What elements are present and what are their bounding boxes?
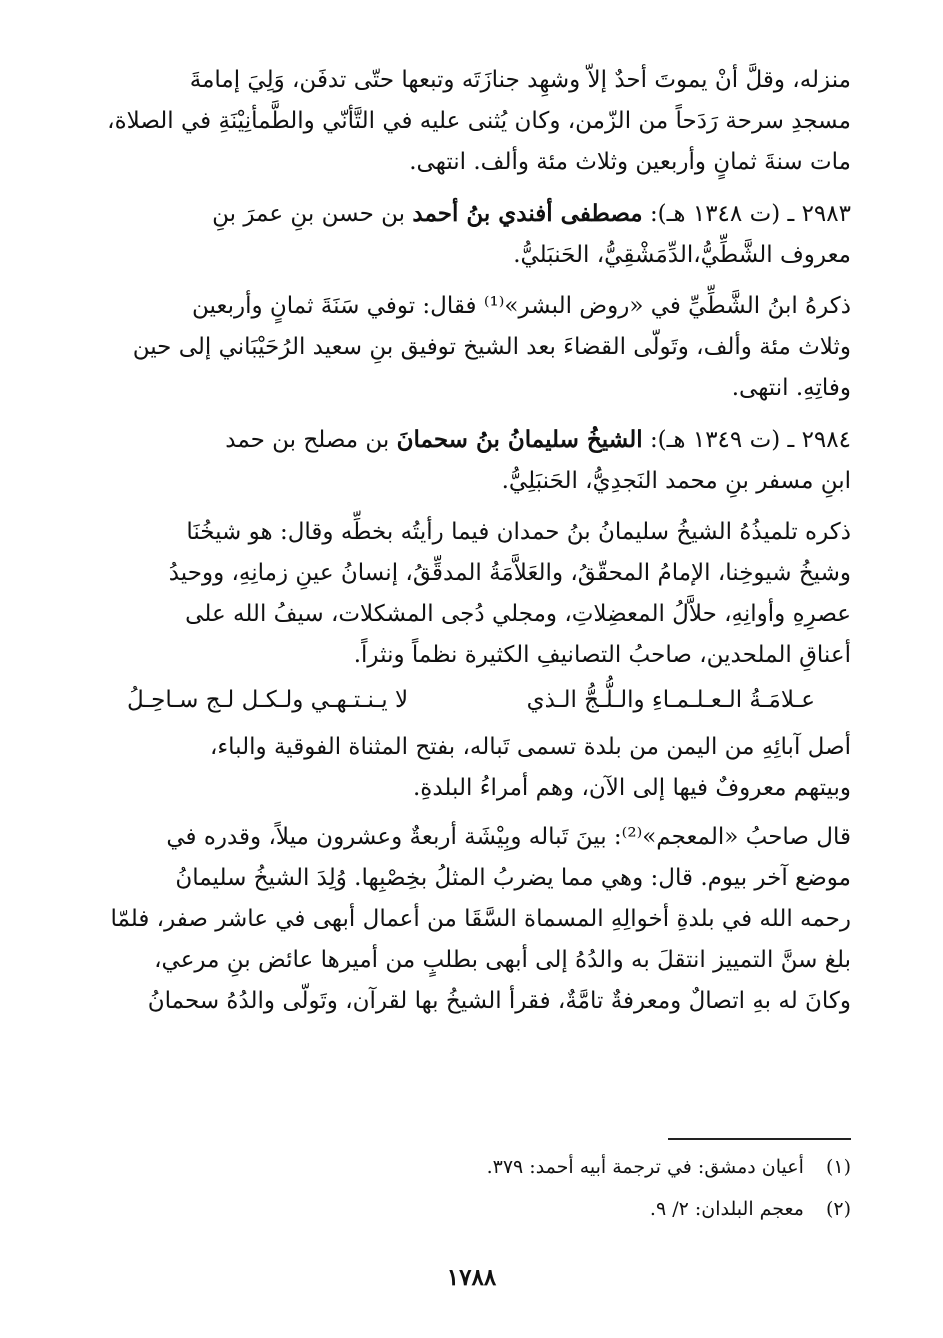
entry-heading-2984 <box>91 419 851 502</box>
page-number: ١٧٨٨ <box>446 1264 497 1291</box>
footnote <box>91 1192 851 1226</box>
text-line: قال صاحبُ «المعجم»⁽²⁾: بينَ تَباله وبِيْشَة أربعةٌ وعشرون ميلاً، وقدره في <box>166 824 851 850</box>
entry-number: ٢٩٨٤ ـ <box>787 427 851 453</box>
text-line: ذكرهُ ابنُ الشَّطِّيِّ في «روض البشر»⁽¹⁾ فقال: توفي سَنَةَ ثمانٍ وأربعين <box>192 293 851 319</box>
text-line: عصرِهِ وأوانِهِ، حلاَّلُ المعضِلاتِ، ومجلي دُجى المشكلات، سيفُ الله على <box>185 601 851 627</box>
paragraph-continued <box>91 60 851 183</box>
text-line: مسجدِ سرحة رَدَحاً من الزّمن، وكان يُثنى عليه في التَّأنّي والطَّمأنِيْنَةِ في الصلاة، <box>107 108 851 134</box>
text-line: وثلاث مئة وألف، وتَولّى القضاءَ بعد الشيخ توفيق بنِ سعيد الرُحَيْبَاني إلى حين <box>132 334 851 360</box>
entry-heading-2983 <box>91 193 851 276</box>
footnote-divider <box>668 1138 851 1140</box>
entry-death-date: (ت ١٣٤٨ هـ): <box>649 201 781 227</box>
text-line: منزله، وقلَّ أنْ يموتَ أحدٌ إلاّ وشهِد جنازَتَه وتبعها حتّى تدفَن، وَلِيَ إمامةَ <box>189 67 851 93</box>
entry-name: مصطفى أفندي بنُ أحمد <box>412 200 643 227</box>
text-line: رحمه الله في بلدةِ أخوالِهِ المسماة السَّقَا من أعمال أبهى في عاشر صفر، فلمّا <box>110 906 851 932</box>
main-text <box>91 60 851 1022</box>
footnote <box>91 1150 851 1184</box>
poem-hemistich-left: لا يـنـتـهـي ولـكـل لـج سـاحِـلُ <box>127 687 409 713</box>
text-line: موضع آخر بيوم. قال: وهي مما يضربُ المثلُ بخِصْبِها. وُلِدَ الشيخُ سليمانُ <box>175 865 851 891</box>
text-line: مات سنةَ ثمانٍ وأربعين وثلاث مئة وألف. انتهى. <box>409 149 851 175</box>
text-line: بلغ سنَّ التمييز انتقلَ به والدُهُ إلى أبهى بطلبٍ من أميرها عائض بنِ مرعي، <box>154 947 851 973</box>
entry-paragraph-2983 <box>91 286 851 409</box>
footnote-number: (١) <box>825 1156 851 1178</box>
entry-paragraph-2984 <box>91 512 851 676</box>
text-line: ذكره تلميذُهُ الشيخُ سليمانُ بنُ حمدان فيما رأيتُه بخطِّه وقال: هو شيخُنَا <box>186 519 851 545</box>
text-line: وبيتهم معروفٌ فيها إلى الآن، وهم أمراءُ البلدةِ. <box>413 775 851 801</box>
footnote-text: أعيان دمشق: في ترجمة أبيه أحمد: ٣٧٩. <box>486 1156 804 1178</box>
entry-lineage: ابنِ مسفر بنِ محمد النَجدِيُّ، الحَنبَلِيُّ. <box>501 468 851 494</box>
poem-hemistich-right: عـلامَـةُ الـعـلـمـاءِ والـلُّـجُّ الـذي <box>526 687 815 713</box>
footnotes <box>91 1150 851 1234</box>
entry-number: ٢٩٨٣ ـ <box>787 201 851 227</box>
entry-lineage: بن حسن بنِ عمرَ بنِ <box>212 201 406 227</box>
entry-death-date: (ت ١٣٤٩ هـ): <box>649 427 781 453</box>
text-line: أعناقِ الملحدين، صاحبُ التصانيفِ الكثيرة نظماً ونثراً. <box>353 642 851 668</box>
text-line: وفاتِهِ. انتهى. <box>731 375 851 401</box>
text-line: أصل آبائِهِ من اليمن من بلدة تسمى تَباله، بفتح المثناة الفوقية والباء، <box>209 734 851 760</box>
entry-lineage: بن مصلح بن حمد <box>225 427 390 453</box>
text-line: وشيخُ شيوخِنا، الإمامُ المحقّقُ، والعَلاَّمَةُ المدقِّقُ، إنسانُ عينِ زمانِهِ، ووحيدُ <box>168 560 851 586</box>
entry-name: الشيخُ سليمانُ بنُ سحمانَ <box>396 426 643 453</box>
text-line: وكانَ له بهِ اتصالٌ ومعرفةٌ تامَّةٌ، فقرأ الشيخُ بها لقرآن، وتَولّى والدُهُ سحمانُ <box>147 988 851 1014</box>
poem-verse <box>127 680 815 721</box>
entry-lineage: معروف الشَّطِّيُّ،الدِّمَشْقِيُّ، الحَنبَليُّ. <box>513 242 851 268</box>
footnote-text: معجم البلدان: ٢/ ٩. <box>649 1198 804 1220</box>
paragraph-mujam <box>91 817 851 1022</box>
footnote-number: (٢) <box>825 1198 851 1220</box>
paragraph-origin <box>91 727 851 809</box>
